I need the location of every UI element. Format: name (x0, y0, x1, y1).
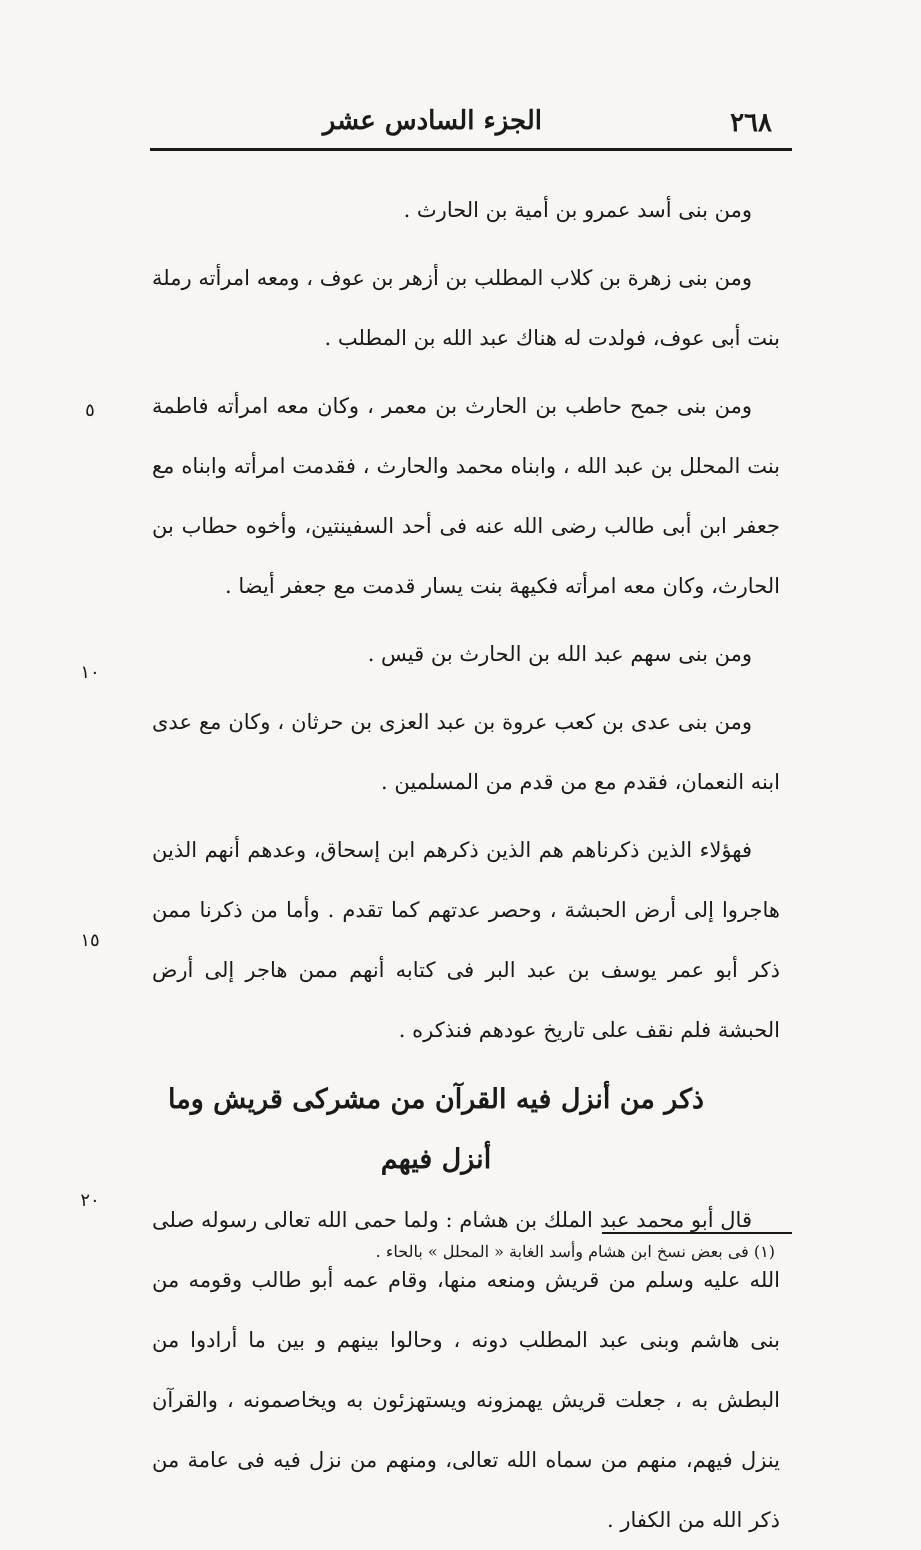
body-text (152, 180, 780, 1550)
paragraph: ومن بنى عدى بن كعب عروة بن عبد العزى بن حرثان ، وكان مع عدى ابنه النعمان، فقدم مع من قدم من المسلمين . (152, 710, 780, 794)
paragraph: ومن بنى جمح حاطب بن الحارث بن معمر ، وكان معه امرأته فاطمة بنت المحلل بن عبد الله ، وابناه محمد والحارث ، فقدمت امرأته وابناه مع جعفر ابن أبى طالب رضى الله عنه فى أحد السفينتين، وأخوه حطاب بن الحارث، وكان معه امرأته فكيهة بنت يسار قدمت مع جعفر أيضا . (152, 394, 780, 598)
paragraph: ومن بنى أسد عمرو بن أمية بن الحارث . (403, 198, 752, 222)
footnote-divider (602, 1232, 792, 1234)
paragraph: فهؤلاء الذين ذكرناهم هم الذين ذكرهم ابن إسحاق، وعدهم أنهم الذين هاجروا إلى أرض الحبشة ، وحصر عدتهم كما تقدم . وأما من ذكرنا ممن ذكر أبو عمر يوسف بن عبد البر فى كتابه أنهم ممن هاجر إلى أرض الحبشة فلم نقف على تاريخ عودهم فنذكره . (152, 838, 780, 1042)
line-number-20: ٢٠ (80, 1190, 100, 1211)
line-number-5: ٥ (85, 400, 95, 421)
page-number: ٢٦٨ (730, 108, 772, 138)
line-number-15: ١٥ (80, 930, 100, 951)
page-header (150, 98, 792, 148)
header-divider (150, 148, 792, 151)
paragraph: ومن بنى زهرة بن كلاب المطلب بن أزهر بن عوف ، ومعه امرأته رملة بنت أبى عوف، فولدت له هناك عبد الله بن المطلب . (152, 266, 780, 350)
footnote: (١) فى بعض نسخ ابن هشام وأسد الغابة « المحلل » بالحاء . (375, 1242, 775, 1261)
section-paragraph: قال أبو محمد عبد الملك بن هشام : ولما حمى الله تعالى رسوله صلى الله عليه وسلم من قريش ومنعه منها، وقام عمه أبو طالب وقومه من بنى هاشم وبنى عبد المطلب دونه ، وحالوا بينهم و بين ما أرادوا من البطش به ، جعلت قريش يهمزونه ويستهزئون به ويخاصمونه ، والقرآن ينزل فيهم، منهم من سماه الله تعالى، ومنهم من نزل فيه فى عامة من ذكر الله من الكفار . (152, 1208, 780, 1532)
section-heading: ذكر من أنزل فيه القرآن من مشركى قريش وما أنزل فيهم (168, 1084, 704, 1175)
paragraph: ومن بنى سهم عبد الله بن الحارث بن قيس . (367, 642, 752, 666)
running-title: الجزء السادس عشر (322, 106, 542, 136)
line-number-10: ١٠ (80, 662, 100, 683)
